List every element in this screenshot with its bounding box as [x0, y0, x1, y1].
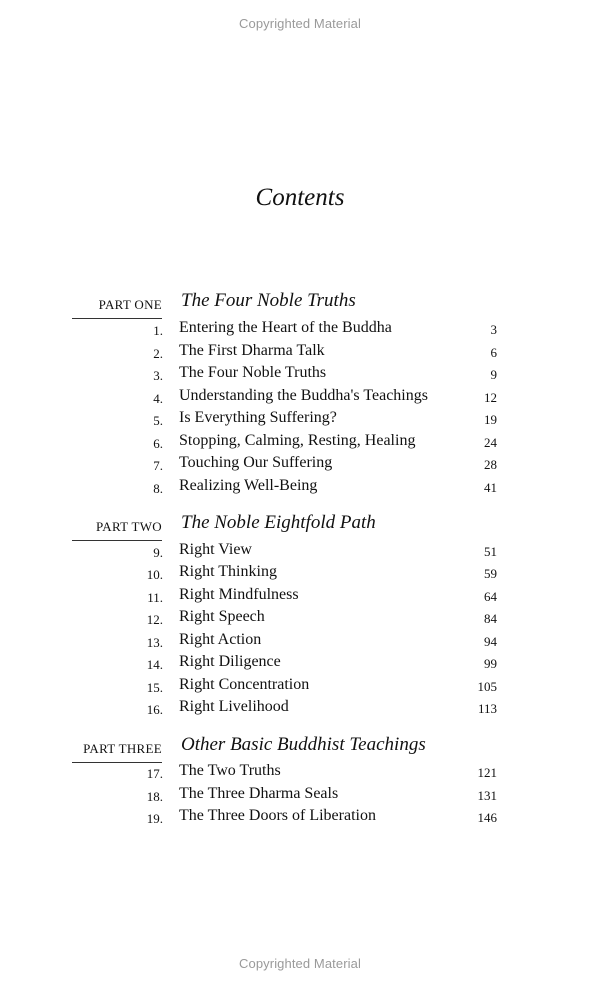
- part-three-header: [0, 734, 600, 764]
- entry-number: 14.: [146, 657, 163, 672]
- entry-title: Right Action: [179, 631, 262, 648]
- entry-number: 13.: [146, 635, 163, 650]
- part-label: PART ONE: [98, 297, 162, 312]
- entry-title: The Three Doors of Liberation: [179, 807, 376, 824]
- entry-page: 113: [477, 701, 497, 716]
- entry-number: 5.: [153, 413, 163, 428]
- entry-number: 11.: [147, 590, 163, 605]
- entry-number: 4.: [153, 391, 163, 406]
- toc-entry[interactable]: [0, 387, 600, 409]
- part-one-header: [0, 290, 600, 320]
- entry-title: Touching Our Suffering: [179, 454, 333, 471]
- toc-entry[interactable]: [0, 785, 600, 807]
- toc-entry[interactable]: [0, 698, 600, 720]
- entry-page: 105: [477, 679, 497, 694]
- watermark-bottom: Copyrighted Material: [239, 956, 361, 971]
- toc-entry[interactable]: [0, 762, 600, 784]
- entry-title: Entering the Heart of the Buddha: [179, 319, 392, 336]
- toc-entry[interactable]: [0, 477, 600, 499]
- entry-page: 99: [484, 656, 497, 671]
- entry-number: 2.: [153, 346, 163, 361]
- entry-title: Right Concentration: [179, 676, 310, 693]
- entry-title: Is Everything Suffering?: [179, 409, 337, 426]
- entry-number: 8.: [153, 481, 163, 496]
- entry-number: 17.: [146, 766, 163, 781]
- entry-page: 64: [484, 589, 497, 604]
- entry-page: 24: [484, 435, 497, 450]
- toc-entry[interactable]: [0, 432, 600, 454]
- entry-title: Right Diligence: [179, 653, 281, 670]
- entry-page: 28: [484, 457, 497, 472]
- entry-title: Right Livelihood: [179, 698, 289, 715]
- entry-title: Stopping, Calming, Resting, Healing: [179, 432, 416, 449]
- entry-page: 84: [484, 611, 497, 626]
- entry-title: Right Speech: [179, 608, 265, 625]
- entry-page: 6: [490, 345, 497, 360]
- entry-number: 7.: [153, 458, 163, 473]
- entry-title: The Three Dharma Seals: [179, 785, 339, 802]
- entry-number: 16.: [146, 702, 163, 717]
- entry-page: 19: [484, 412, 497, 427]
- toc-entry[interactable]: [0, 676, 600, 698]
- entry-page: 51: [484, 544, 497, 559]
- entry-page: 131: [477, 788, 497, 803]
- entry-title: The Four Noble Truths: [179, 364, 327, 381]
- toc-entry[interactable]: [0, 631, 600, 653]
- entry-title: Right Mindfulness: [179, 586, 299, 603]
- part-title: The Noble Eightfold Path: [181, 512, 376, 533]
- page-title: Contents: [255, 184, 345, 211]
- entry-title: Realizing Well-Being: [179, 477, 318, 494]
- entry-number: 12.: [146, 612, 163, 627]
- entry-number: 15.: [146, 680, 163, 695]
- toc-entry[interactable]: [0, 608, 600, 630]
- entry-title: The Two Truths: [179, 762, 281, 779]
- entry-number: 10.: [146, 567, 163, 582]
- entry-number: 9.: [153, 545, 163, 560]
- entry-page: 41: [484, 480, 497, 495]
- toc-entry[interactable]: [0, 319, 600, 341]
- toc-entry[interactable]: [0, 454, 600, 476]
- entry-number: 19.: [146, 811, 163, 826]
- part-label: PART THREE: [83, 741, 162, 756]
- entry-title: The First Dharma Talk: [179, 342, 325, 359]
- watermark-top: Copyrighted Material: [239, 16, 361, 31]
- entry-number: 3.: [153, 368, 163, 383]
- entry-title: Right View: [179, 541, 252, 558]
- entry-page: 59: [484, 566, 497, 581]
- entry-title: Right Thinking: [179, 563, 277, 580]
- entry-number: 1.: [153, 323, 163, 338]
- entry-page: 3: [490, 322, 497, 337]
- toc-entry[interactable]: [0, 541, 600, 563]
- entry-page: 146: [477, 810, 497, 825]
- toc-entry[interactable]: [0, 342, 600, 364]
- toc-entry[interactable]: [0, 586, 600, 608]
- entry-page: 94: [484, 634, 497, 649]
- entry-title: Understanding the Buddha's Teachings: [179, 387, 428, 404]
- entry-number: 18.: [146, 789, 163, 804]
- entry-page: 9: [490, 367, 497, 382]
- toc-entry[interactable]: [0, 364, 600, 386]
- toc-entry[interactable]: [0, 409, 600, 431]
- part-two-header: [0, 512, 600, 542]
- part-title: The Four Noble Truths: [181, 290, 356, 311]
- toc-entry[interactable]: [0, 653, 600, 675]
- part-title: Other Basic Buddhist Teachings: [181, 734, 426, 755]
- entry-number: 6.: [153, 436, 163, 451]
- toc-entry[interactable]: [0, 563, 600, 585]
- part-label: PART TWO: [95, 519, 162, 534]
- entry-page: 121: [477, 765, 497, 780]
- entry-page: 12: [484, 390, 497, 405]
- toc-entry[interactable]: [0, 807, 600, 829]
